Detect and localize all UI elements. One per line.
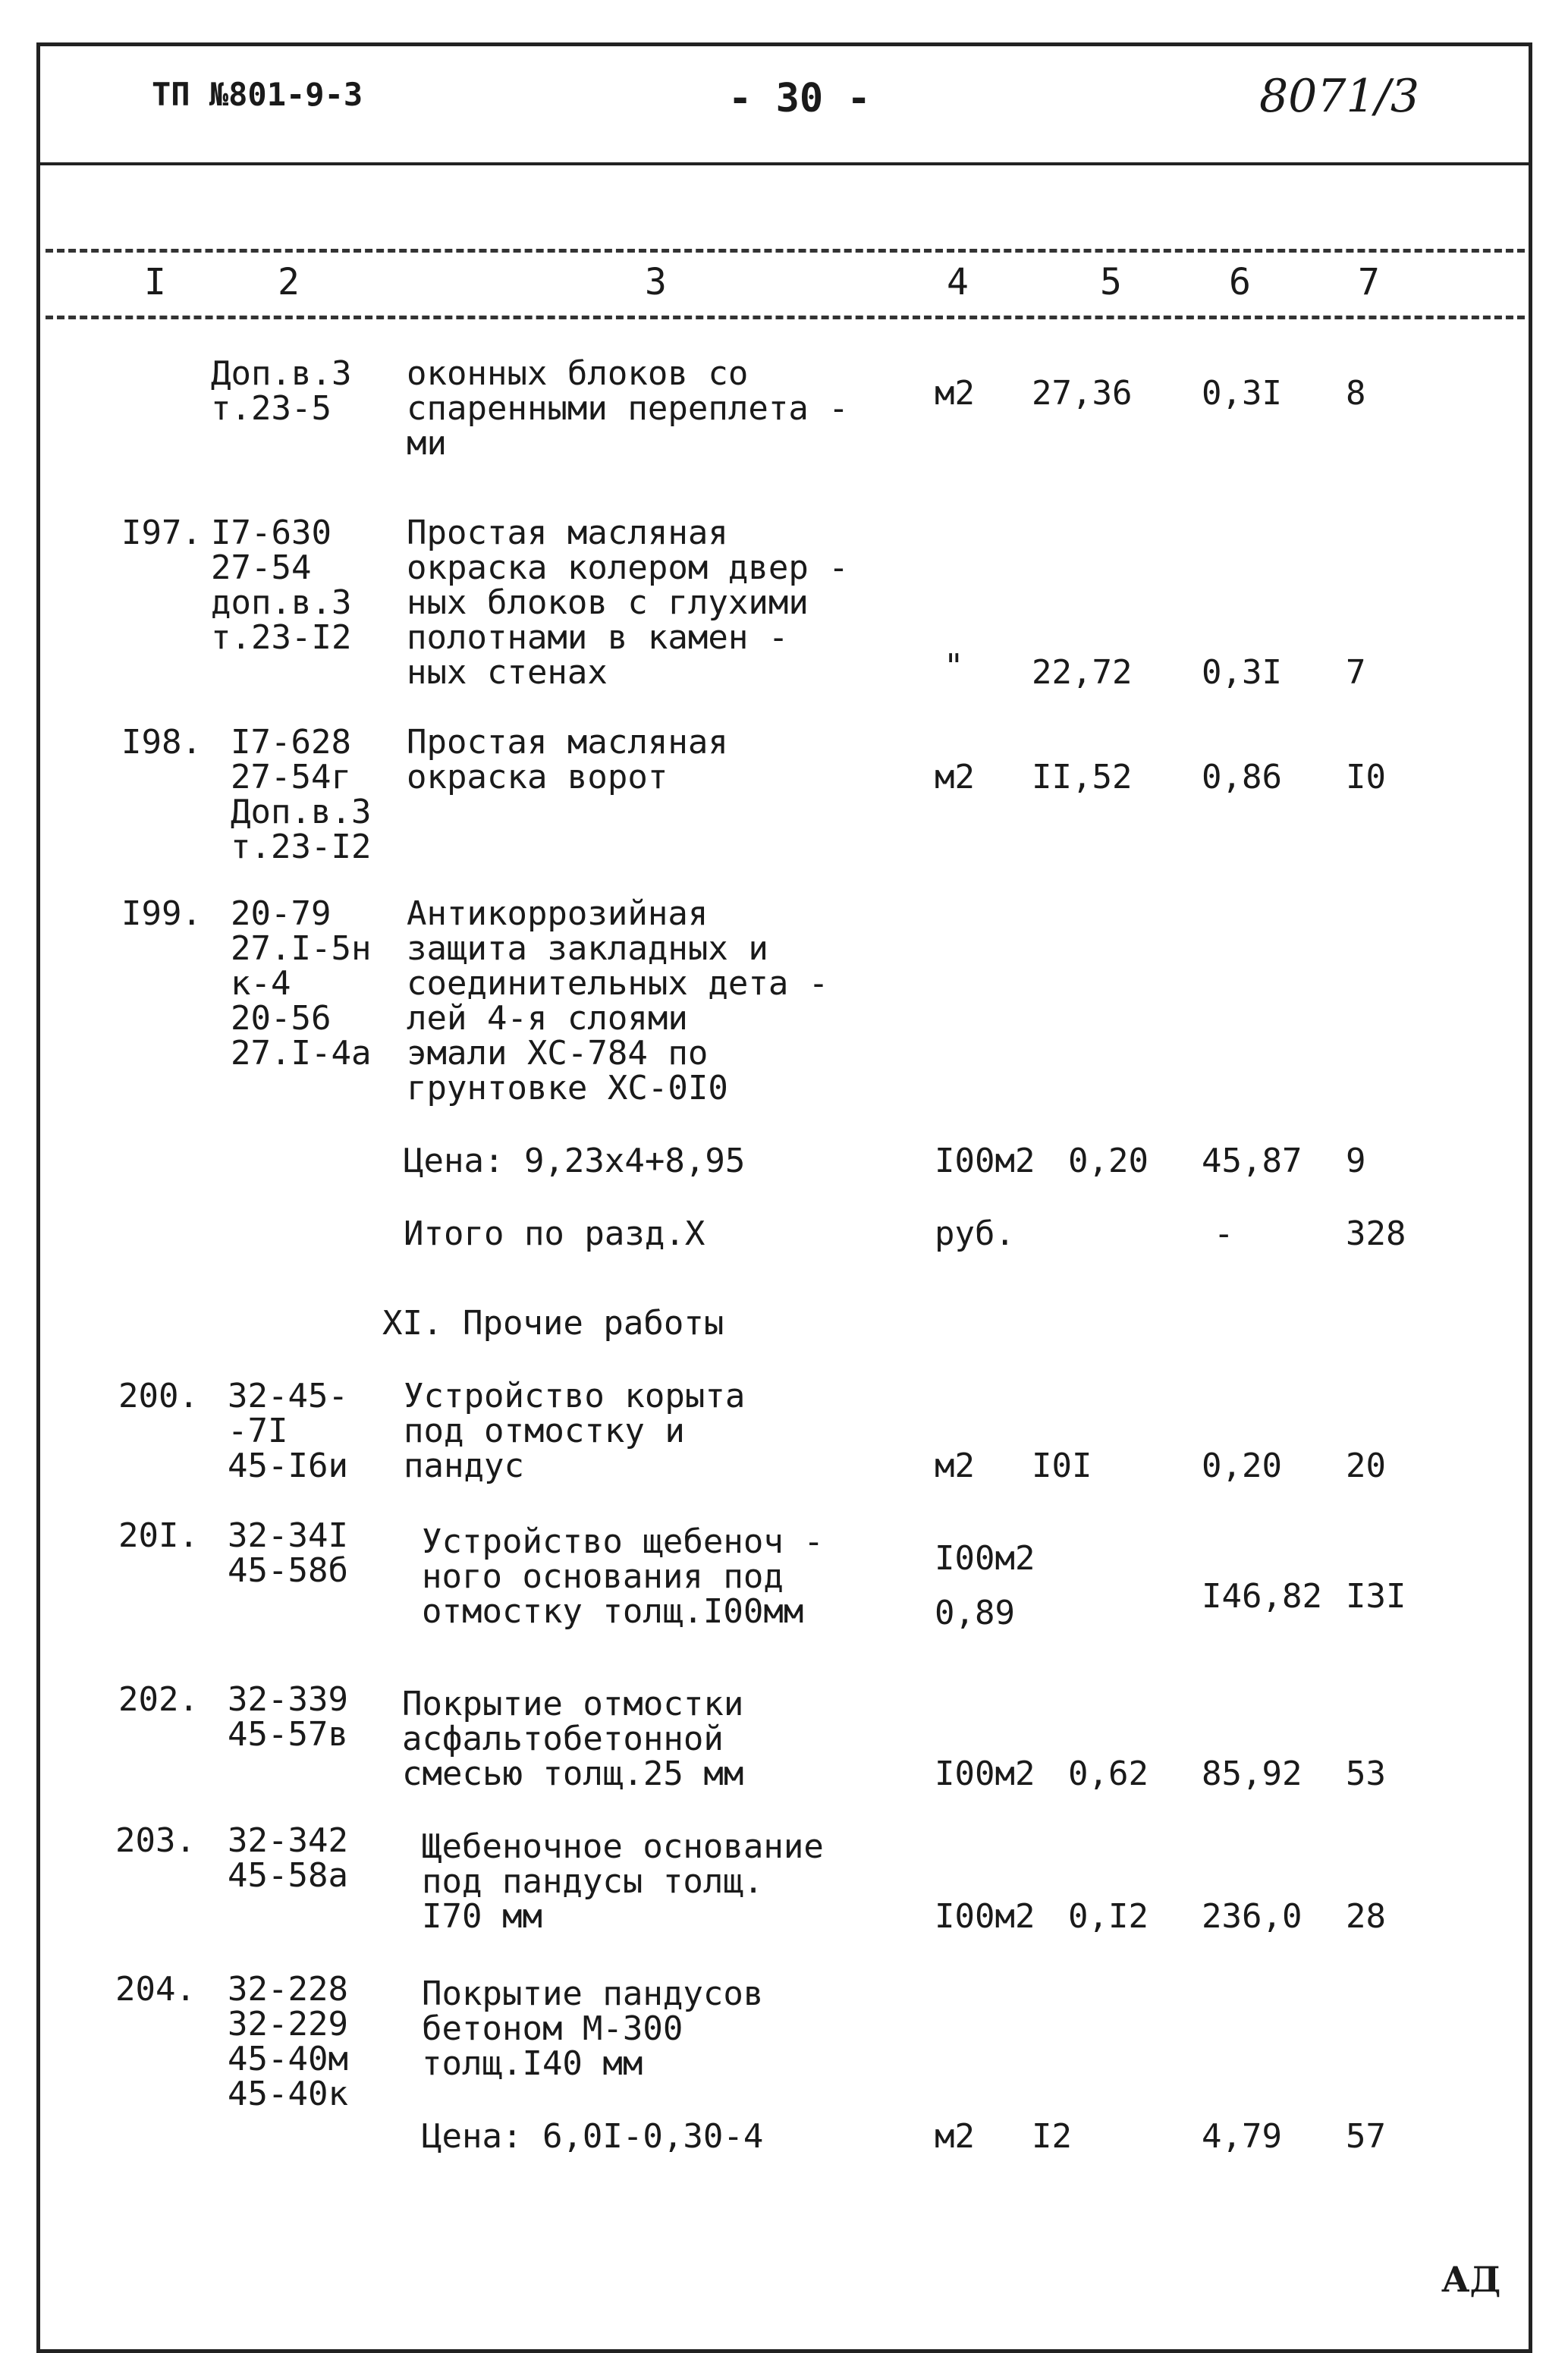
row-desc: защита закладных и: [407, 929, 768, 968]
row-code: 32-229: [228, 2005, 348, 2044]
row-qty: 0,89: [935, 1594, 1015, 1632]
row-cost: 7: [1346, 653, 1366, 692]
section-heading: ХI. Прочие работы: [382, 1304, 724, 1343]
row-code: Доп.в.3: [231, 793, 372, 831]
row-unit: I00м2: [935, 1755, 1035, 1793]
row-desc: отмостку толщ.I00мм: [422, 1592, 804, 1631]
row-code: 27-54: [211, 548, 312, 587]
col-header-4: 4: [947, 261, 969, 303]
row-number: I98.: [121, 723, 202, 762]
page-number: - 30 -: [728, 76, 871, 121]
row-desc: окраска ворот: [407, 758, 668, 796]
row-number: 202.: [118, 1680, 199, 1719]
sheet-number: 8071/3: [1259, 70, 1420, 123]
row-number: 200.: [118, 1377, 199, 1415]
row-price: 0,86: [1202, 758, 1282, 796]
row-code: 32-228: [228, 1970, 348, 2009]
row-code: 32-45-: [228, 1377, 348, 1415]
row-price: 45,87: [1202, 1142, 1302, 1180]
col-header-3: 3: [645, 261, 667, 303]
row-unit: м2: [935, 374, 975, 413]
row-desc: эмали ХС-784 по: [407, 1034, 709, 1073]
row-cost: 9: [1346, 1142, 1366, 1180]
row-desc: ных стенах: [407, 653, 608, 692]
table-header-rule: [46, 316, 1525, 319]
row-qty: 0,20: [1068, 1142, 1149, 1180]
row-code: 45-I6и: [228, 1447, 348, 1485]
row-unit: м2: [935, 758, 975, 796]
section-total-value: 328: [1346, 1214, 1406, 1253]
row-code: I7-628: [231, 723, 351, 762]
row-qty: 0,62: [1068, 1755, 1149, 1793]
col-header-7: 7: [1358, 261, 1380, 303]
row-code: 20-56: [231, 999, 332, 1038]
row-cost: 57: [1346, 2117, 1386, 2156]
row-code: т.23-I2: [211, 618, 352, 657]
row-desc: соединительных дета -: [407, 964, 829, 1003]
row-cost: 8: [1346, 374, 1366, 413]
row-price: 0,20: [1202, 1447, 1282, 1485]
row-desc: Устройство корыта: [404, 1377, 746, 1415]
row-qty: 27,36: [1032, 374, 1133, 413]
col-header-1: I: [144, 261, 166, 303]
row-desc: ми: [407, 424, 447, 463]
col-header-5: 5: [1100, 261, 1122, 303]
row-desc: Устройство щебеноч -: [422, 1522, 824, 1561]
row-desc: оконных блоков со: [407, 354, 749, 393]
row-code: I7-630: [211, 514, 332, 552]
row-cost: I3I: [1346, 1577, 1406, 1616]
price-formula: Цена: 6,0I-0,30-4: [422, 2117, 764, 2156]
row-code: доп.в.3: [211, 583, 352, 622]
row-desc: ного основания под: [422, 1557, 784, 1596]
row-code: к-4: [231, 964, 291, 1003]
row-code: т.23-5: [211, 389, 332, 428]
row-unit: руб.: [935, 1214, 1015, 1253]
row-desc: смесью толщ.25 мм: [402, 1755, 744, 1793]
col-header-6: 6: [1229, 261, 1251, 303]
row-price: I46,82: [1202, 1577, 1322, 1616]
row-unit: ": [944, 647, 964, 686]
row-desc: под отмостку и: [404, 1412, 685, 1450]
row-desc: бетоном М-300: [422, 2009, 683, 2048]
row-desc: под пандусы толщ.: [422, 1862, 764, 1901]
row-desc: грунтовке ХС-0I0: [407, 1069, 728, 1107]
row-cost: 53: [1346, 1755, 1386, 1793]
row-price: 0,3I: [1202, 374, 1282, 413]
row-code: 45-40м: [228, 2040, 348, 2078]
row-code: 27.I-4а: [231, 1034, 372, 1073]
row-desc: пандус: [404, 1447, 524, 1485]
header-divider: [36, 162, 1532, 165]
row-number: I97.: [121, 514, 202, 552]
row-number: 204.: [115, 1970, 196, 2009]
row-code: 45-58б: [228, 1551, 348, 1590]
row-desc: Простая масляная: [407, 723, 728, 762]
row-qty: I2: [1032, 2117, 1072, 2156]
row-number: 203.: [115, 1821, 196, 1860]
row-desc: Антикоррозийная: [407, 894, 709, 933]
row-desc: спаренными переплета -: [407, 389, 849, 428]
row-qty: I0I: [1032, 1447, 1092, 1485]
row-qty: II,52: [1032, 758, 1133, 796]
row-code: 32-339: [228, 1680, 348, 1719]
doc-code: ТП №801-9-3: [152, 76, 363, 113]
row-price: -: [1214, 1214, 1234, 1253]
row-desc: полотнами в камен -: [407, 618, 789, 657]
row-unit: I00м2: [935, 1539, 1035, 1578]
row-desc: окраска колером двер -: [407, 548, 849, 587]
row-cost: I0: [1346, 758, 1386, 796]
row-price: 85,92: [1202, 1755, 1302, 1793]
row-code: т.23-I2: [231, 828, 372, 866]
row-number: I99.: [121, 894, 202, 933]
row-code: -7I: [228, 1412, 288, 1450]
signature-initials: АД: [1441, 2259, 1501, 2300]
row-unit: м2: [935, 1447, 975, 1485]
row-unit: м2: [935, 2117, 975, 2156]
row-desc: I70 мм: [422, 1897, 542, 1936]
row-price: 4,79: [1202, 2117, 1282, 2156]
row-code: 45-57в: [228, 1715, 348, 1754]
row-qty: 22,72: [1032, 653, 1133, 692]
row-desc: Покрытие отмостки: [402, 1685, 744, 1723]
row-qty: 0,I2: [1068, 1897, 1149, 1936]
row-unit: I00м2: [935, 1897, 1035, 1936]
row-code: 45-40к: [228, 2075, 348, 2113]
row-desc: Простая масляная: [407, 514, 728, 552]
row-code: Доп.в.3: [211, 354, 352, 393]
row-desc: Покрытие пандусов: [422, 1974, 764, 2013]
row-price: 236,0: [1202, 1897, 1302, 1936]
row-desc: Щебеночное основание: [422, 1827, 824, 1866]
row-desc: лей 4-я слоями: [407, 999, 688, 1038]
col-header-2: 2: [278, 261, 300, 303]
row-desc: ных блоков с глухими: [407, 583, 809, 622]
row-code: 32-34I: [228, 1516, 348, 1555]
row-cost: 20: [1346, 1447, 1386, 1485]
row-code: 27-54г: [231, 758, 351, 796]
row-desc: толщ.I40 мм: [422, 2044, 643, 2083]
row-code: 27.I-5н: [231, 929, 372, 968]
row-desc: асфальтобетонной: [402, 1720, 724, 1758]
row-code: 45-58а: [228, 1856, 348, 1895]
row-number: 20I.: [118, 1516, 199, 1555]
table-top-rule: [46, 249, 1525, 253]
row-unit: I00м2: [935, 1142, 1035, 1180]
row-code: 32-342: [228, 1821, 348, 1860]
row-cost: 28: [1346, 1897, 1386, 1936]
row-code: 20-79: [231, 894, 332, 933]
section-total-label: Итого по разд.Х: [404, 1214, 705, 1253]
price-formula: Цена: 9,23х4+8,95: [404, 1142, 746, 1180]
row-price: 0,3I: [1202, 653, 1282, 692]
